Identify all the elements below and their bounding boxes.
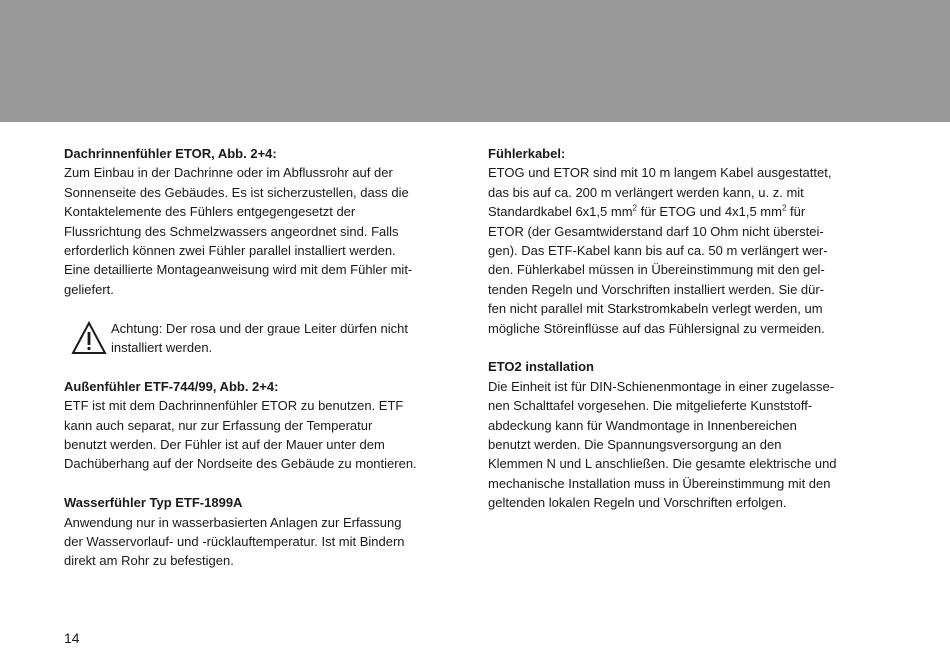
section-heading: Wasserfühler Typ ETF-1899A [64, 495, 243, 511]
text-line: benutzt werden. Die Spannungsversorgung an den [488, 437, 782, 453]
text-line: Klemmen N und L anschließen. Die gesamte elektrische und [488, 456, 837, 472]
section-wasserfuehler [64, 493, 464, 571]
left-column [64, 144, 464, 590]
text-line: geltenden lokalen Regeln und Vorschriften erfolgen. [488, 495, 787, 511]
page-number: 14 [64, 630, 80, 646]
superscript: 2 [781, 203, 787, 213]
text-line: Kontaktelemente des Fühlers entgegengesetzt der [64, 204, 356, 220]
text-line: ETF ist mit dem Dachrinnenfühler ETOR zu benutzen. ETF [64, 398, 404, 414]
text-line: den. Fühlerkabel müssen in Übereinstimmung mit den gel- [488, 262, 825, 278]
section-fuehlerkabel [488, 144, 888, 338]
text-line: benutzt werden. Der Fühler ist auf der Mauer unter dem [64, 437, 385, 453]
text-line: direkt am Rohr zu befestigen. [64, 553, 234, 569]
paragraph [488, 377, 888, 513]
section-dachrinnenfuehler [64, 144, 464, 299]
text-line: gen). Das ETF-Kabel kann bis auf ca. 50 m verlängert wer- [488, 243, 828, 259]
text-line: tenden Regeln und Vorschriften installiert werden. Sie dür- [488, 281, 825, 297]
text-line: geliefert. [64, 281, 114, 297]
text-line: ETOR (der Gesamtwiderstand darf 10 Ohm nicht überstei- [488, 223, 824, 239]
section-heading: ETO2 installation [488, 359, 594, 375]
paragraph [488, 163, 888, 338]
text-line: Flussrichtung des Schmelzwassers angeordnet sind. Falls [64, 223, 399, 239]
text-line: Sonnenseite des Gebäudes. Es ist sicherzustellen, dass die [64, 184, 409, 200]
text-line: das bis auf ca. 200 m verlängert werden kann, u. z. mit [488, 184, 804, 200]
text-line: mögliche Störeinflüsse auf das Fühlersignal zu vermeiden. [488, 320, 825, 336]
text-line: fen nicht parallel mit Starkstromkabeln verlegt werden, um [488, 301, 823, 317]
text-line: Zum Einbau in der Dachrinne oder im Abflussrohr auf der [64, 165, 393, 181]
text-line: erforderlich können zwei Fühler parallel installiert werden. [64, 243, 396, 259]
text-line: Dachüberhang auf der Nordseite des Gebäude zu montieren. [64, 456, 417, 472]
section-heading: Außenfühler ETF-744/99, Abb. 2+4: [64, 378, 279, 394]
text-line: Eine detaillierte Montageanweisung wird mit dem Fühler mit- [64, 262, 413, 278]
text-line: abdeckung kann für Wandmontage in Innenbereichen [488, 417, 797, 433]
section-heading: Dachrinnenfühler ETOR, Abb. 2+4: [64, 146, 277, 161]
text-line: Anwendung nur in wasserbasierten Anlagen zur Erfassung [64, 514, 402, 530]
text-line: nen Schalttafel vorgesehen. Die mitgelieferte Kunststoff- [488, 398, 813, 414]
text-line: installiert werden. [111, 340, 213, 356]
warning-triangle-icon [71, 321, 107, 355]
text-line: ETOG und ETOR sind mit 10 m langem Kabel ausgestattet, [488, 165, 832, 181]
paragraph [64, 163, 464, 299]
superscript: 2 [632, 203, 637, 213]
paragraph [64, 513, 464, 571]
text-fragment: für ETOG und 4x1,5 mm [636, 204, 782, 220]
right-column [488, 144, 888, 532]
text-fragment: Standardkabel 6x1,5 mm [488, 204, 633, 220]
text-line: der Wasservorlauf- und -rücklauftemperatur. Ist mit Bindern [64, 534, 405, 550]
text-line: mechanische Installation muss in Übereinstimmung mit den [488, 475, 831, 491]
header-band [0, 0, 950, 122]
section-heading: Fühlerkabel: [488, 146, 566, 161]
warning-text [111, 319, 464, 358]
text-fragment: für [786, 204, 806, 220]
paragraph [64, 396, 464, 474]
section-eto2-installation [488, 357, 888, 512]
text-line [488, 204, 805, 219]
text-line: Achtung: Der rosa und der graue Leiter dürfen nicht [111, 320, 409, 336]
warning-notice [64, 319, 464, 358]
text-line: kann auch separat, nur zur Erfassung der Temperatur [64, 417, 373, 433]
text-line: Die Einheit ist für DIN-Schienenmontage in einer zugelasse- [488, 378, 835, 394]
section-aussenfuehler [64, 377, 464, 474]
